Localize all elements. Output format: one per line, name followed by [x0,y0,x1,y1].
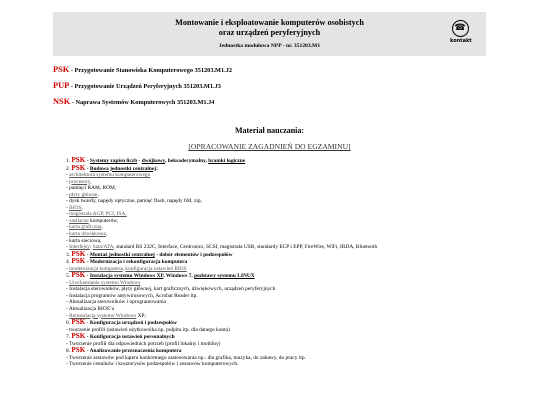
lesson-module-code: PSK [71,346,86,355]
topic-text: , Windows 7, [163,273,195,280]
topic-text: - [137,158,142,164]
topic-link[interactable]: modernizacja komputera [69,265,123,272]
topic-text: , [101,224,103,231]
contact-label: kontakt [450,38,472,44]
module-line-nsk[interactable] [53,98,214,107]
topic-text: - [66,224,70,231]
materials-heading: Materiał nauczania: [234,126,305,135]
topic-text: - Tworzenie cenników i kosztorysów podzespołów i zestawów komputerowych. [66,361,239,368]
lesson-item [66,333,506,341]
lesson-number: 3. [66,251,72,258]
lesson-number: 7. [66,334,72,341]
lesson-module-code: PSK [71,249,86,258]
topic-text: - Aktualizacja sterowników i oprogramowania [66,299,166,306]
topic-text: - Instalacja programów antywirusowych, Acrobat Reader itp. [66,292,198,299]
topic-text: , [122,265,126,272]
lesson-number: 4. [66,259,72,266]
topic-text: - [66,217,70,224]
module-code: PSK [53,65,70,74]
topic-text: - Analizowanie przeznaczenia komputera [85,348,182,355]
module-text: - Przygotowanie Urządzeń Peryferyjnych 351203.M1.J3 [70,83,221,90]
lesson-title [85,252,232,258]
lesson-item [66,272,506,280]
topic-text: - [66,231,70,238]
topic-text: - [66,211,70,218]
topic-link[interactable]: podstawy systemu LINUX [194,273,255,280]
page-title-line1: Montowanie i eksploatowanie komputerów osobistych [175,18,364,27]
topic-text: - Aktualizacja BIOS`u [66,306,115,313]
topic-text: - [66,244,70,251]
lesson-module-code: PSK [71,318,86,327]
topic-link[interactable]: Instalacja systemu Windows XP [89,273,164,280]
lesson-number: 5. [66,273,72,280]
topic-text: - [66,172,70,179]
topic-text: - [66,312,70,319]
topic-text: - [85,273,90,280]
page-header [53,12,486,56]
topic-text: - [66,178,70,185]
topic-link[interactable]: Systemy zapisu liczb [89,158,138,164]
topic-text: - [85,251,90,258]
topic-link[interactable]: karta dźwiękowa [69,231,106,238]
topic-text: - [66,265,70,272]
topic-text: - pamięci RAM, ROM, [66,185,117,192]
lesson-module-code: PSK [71,332,86,341]
topic-link[interactable]: płyty główne [69,191,98,198]
lesson-item [66,165,506,173]
lesson-module-code: PSK [71,163,86,172]
topic-link[interactable]: BIOS [69,204,82,211]
topic-text: , [90,178,92,185]
topic-link[interactable]: bramki logiczne [208,158,246,164]
lesson-number: 8. [66,348,72,355]
lesson-title [85,334,174,340]
topic-text: XP; [136,312,146,319]
topic-text: - [85,158,90,164]
topic-text: , standard RS 232C, Interface, Centronics, SCSI, magistrala USB, standardy ECP i EPP, FireWire, WiFi, IRDA, Bluetooth [113,244,378,251]
topic-text: - dysk twardy, napędy optyczne, pamięć flash, napędy fdd, zip, [66,198,202,205]
topic-link[interactable]: Reinstalacja systemu Windows [69,312,137,319]
topic-link[interactable]: Budowa jednostki centralnej [89,165,157,172]
topic-text: - dobór elementów i podzespołów [154,251,233,258]
lesson-item [66,347,506,355]
module-text: - Naprawa Systemów Komputerowych 351203.M1.J4 [71,99,215,106]
topic-link[interactable]: dwójkowy [141,158,166,164]
topic-text: - [85,165,90,172]
topic-text: , [97,191,99,198]
topic-text: , [105,231,108,238]
topic-text: - [66,191,70,198]
lesson-item [66,319,506,327]
topic-link[interactable]: konfiguracja ustawień BIOS [125,265,187,272]
lesson-module-code: PSK [71,156,86,164]
topic-text: - Konfiguracja ustawień personalnych [85,334,175,341]
lesson-item [66,258,506,266]
topic-text: - [66,279,70,286]
lesson-title [85,166,158,172]
topic-link[interactable]: magistrala AGP, PCI, ISA, [69,211,127,218]
topic-text: : [89,244,93,251]
lesson-item [66,157,506,165]
contact-link[interactable] [450,20,470,44]
module-subtitle: Jednostka modułowa NPP - nr. 351203.M1 [218,43,321,49]
topic-link[interactable]: architektura systemu komputerowego [69,172,151,179]
exam-topics-link-wrap [53,142,486,151]
topic-text: komputerów, [88,217,119,224]
lesson-title [85,158,245,164]
lesson-number: 2. [66,165,72,172]
topic-text: - karta sieciowa, [66,237,102,244]
topic-link[interactable]: karta graficzna [69,224,102,231]
topic-link[interactable]: zasilacze [69,217,89,224]
lesson-item [66,251,506,259]
topic-link[interactable]: Interfejsy [69,244,90,251]
lesson-module-code: PSK [71,271,86,280]
topic-text: - Modernizacja i rekonfiguracja komputera [85,259,188,266]
lesson-title [85,273,254,279]
module-code: PUP [53,81,70,90]
lesson-title [85,320,177,326]
page-title-line2: oraz urządzeń peryferyjnych [218,28,321,37]
topic-link[interactable]: Montaż jednostki centralnej [89,251,155,258]
topic-text: : [156,165,158,172]
topic-text: , heksadecymalny, [165,158,209,164]
lesson-title [85,348,181,354]
module-code: NSK [53,97,71,106]
topic-text: , [81,204,83,211]
topic-text: - Tworzenie profili dla odpowiednich potrzeb (profil lokalny i mobilny) [66,340,221,347]
topic-link[interactable]: procesory [69,178,91,185]
topic-link[interactable]: Uruchamianie systemu Windows [69,279,141,286]
topic-text: - tworzenie profili (ustawień użytkownika np. pulpitu itp. dla danego konta) [66,326,230,333]
lesson-number: 1. [66,158,72,164]
lesson-title [85,259,187,265]
topic-link[interactable]: Sata/ATA [92,244,114,251]
module-line-psk[interactable] [53,66,232,75]
topic-text: - Tworzenie zestawów pod kątem konkretnego zastosowania np.: dla grafika, muzyka, do zabawy, do pracy itp. [66,354,306,361]
lesson-module-code: PSK [71,257,86,266]
module-text: - Przygotowanie Stanowiska Komputerowego 351203.M1.J2 [70,67,233,74]
topic-text: - [66,204,70,211]
module-line-pup[interactable] [53,82,221,91]
lesson-number: 6. [66,320,72,327]
lesson-subtopic [66,361,506,368]
topic-text: - Instalacja sterowników, płyty głównej, kart graficznych, dźwiękowych, urządzeń peryferyjnych [66,286,276,293]
lesson-list [66,157,506,368]
exam-topics-link[interactable]: [OPRACOWANIE ZAGADNIEŃ DO EGZAMINU] [188,142,351,151]
topic-text: - Konfiguracja urządzeń i podzespołów [85,320,177,327]
phone-icon: ☎ [452,20,469,37]
